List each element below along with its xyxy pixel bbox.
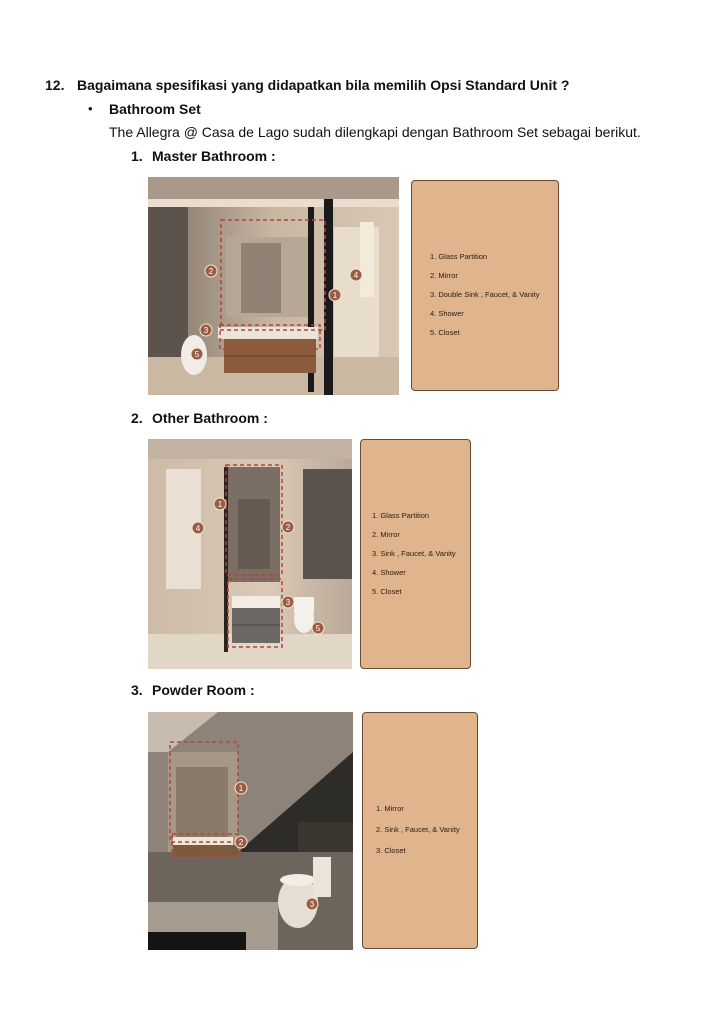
powder-room-photo [148, 712, 353, 950]
other-bathroom-number: 2. [131, 410, 143, 426]
marker-3: 3 [285, 598, 291, 607]
other-bathroom-spec-box [360, 439, 471, 669]
marker-1: 1 [238, 784, 244, 793]
master-bathroom-title: Master Bathroom : [152, 148, 276, 164]
bullet-point: • [88, 101, 93, 116]
marker-4: 4 [195, 524, 201, 533]
spec-item: 2. Sink , Faucet, & Vanity [376, 825, 460, 834]
marker-2: 2 [238, 838, 244, 847]
section-intro: The Allegra @ Casa de Lago sudah dilengkapi dengan Bathroom Set sebagai berikut. [109, 124, 641, 140]
spec-item: 3. Closet [376, 846, 406, 855]
spec-item: 5. Closet [372, 587, 402, 596]
spec-item: 3. Sink , Faucet, & Vanity [372, 549, 456, 558]
marker-2: 2 [208, 267, 214, 276]
marker-3: 3 [309, 900, 315, 909]
section-title: Bathroom Set [109, 101, 201, 117]
master-bathroom-spec-box [411, 180, 559, 391]
spec-item: 1. Mirror [376, 804, 404, 813]
question-number: 12. [45, 77, 65, 93]
spec-item: 1. Glass Partition [430, 252, 488, 261]
master-bathroom-number: 1. [131, 148, 143, 164]
marker-5: 5 [194, 350, 200, 359]
spec-item: 3. Double Sink , Faucet, & Vanity [430, 290, 540, 299]
other-bathroom-spec-list [372, 511, 456, 606]
question-text: Bagaimana spesifikasi yang didapatkan bila memilih Opsi Standard Unit ? [77, 77, 570, 93]
marker-2: 2 [285, 523, 291, 532]
spec-item: 1. Glass Partition [372, 511, 430, 520]
master-bathroom-spec-list [430, 252, 540, 347]
marker-1: 1 [332, 291, 338, 300]
spec-item: 4. Shower [430, 309, 464, 318]
marker-5: 5 [315, 624, 321, 633]
spec-item: 2. Mirror [372, 530, 400, 539]
powder-room-title: Powder Room : [152, 682, 255, 698]
marker-3: 3 [203, 326, 209, 335]
marker-4: 4 [353, 271, 359, 280]
marker-1: 1 [217, 500, 223, 509]
powder-room-number: 3. [131, 682, 143, 698]
spec-item: 4. Shower [372, 568, 406, 577]
spec-item: 2. Mirror [430, 271, 458, 280]
powder-room-spec-list [376, 804, 460, 867]
master-bathroom-photo [148, 177, 399, 395]
powder-room-spec-box [362, 712, 478, 949]
other-bathroom-photo [148, 439, 352, 669]
spec-item: 5. Closet [430, 328, 460, 337]
other-bathroom-title: Other Bathroom : [152, 410, 268, 426]
